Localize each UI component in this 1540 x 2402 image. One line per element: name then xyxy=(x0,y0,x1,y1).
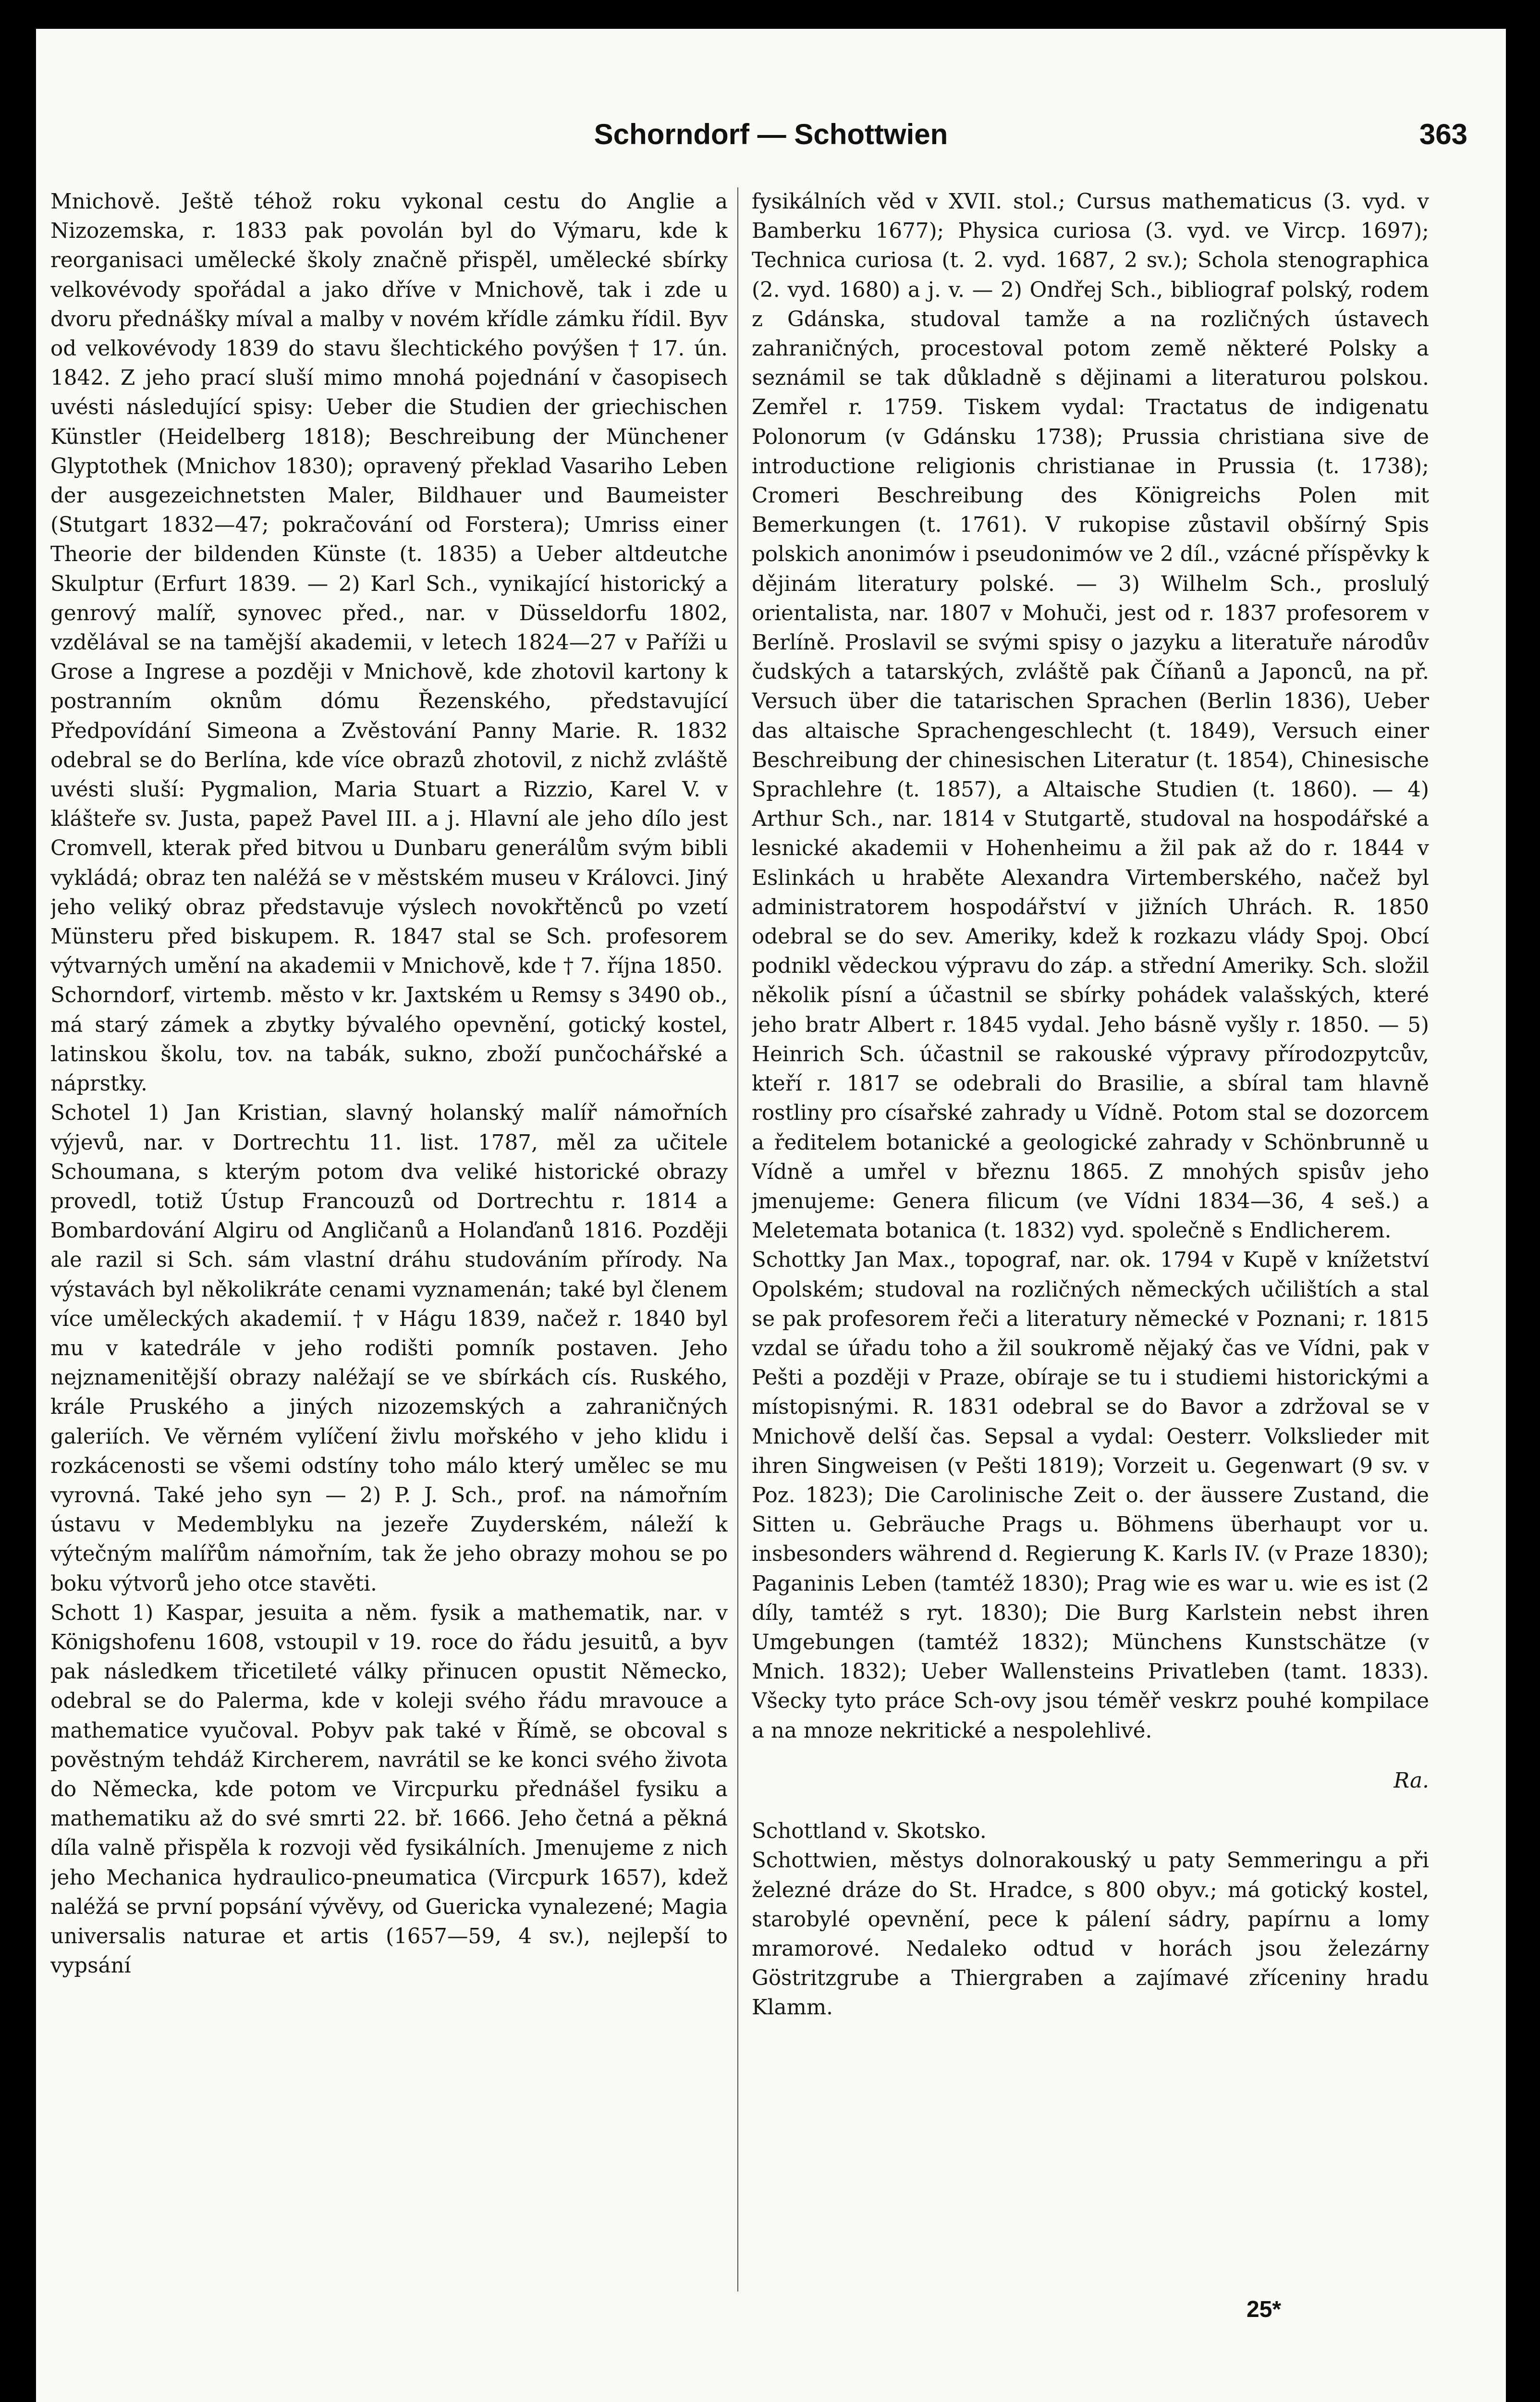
column-divider xyxy=(737,187,738,2292)
header-title: Schorndorf — Schottwien xyxy=(594,118,948,150)
paragraph: fysikálních věd v XVII. stol.; Cursus mathematicus (3. vyd. v Bamberku 1677); Physica curiosa (3. vyd. ve Vircp. 1697); Technica curiosa (t. 2. vyd. 1687, 2 sv.); Schola stenographica (2. vyd. 1680) a j. v. — 2) Ondřej Sch., bibliograf polský, rodem z Gdánska, studoval tamže a na rozličných ústavech zahraničných, procestoval potom země některé Polsky a seznámil se tak důkladně s dějinami a literaturou polskou. Zemřel r. 1759. Tiskem vydal: Tractatus de indigenatu Polonorum (v Gdánsku 1738); Prussia christiana sive de introductione religionis christianae in Prussia (t. 1738); Cromeri Beschreibung des Königreichs Polen mit Bemerkungen (t. 1761). V rukopise zůstavil obšírný Spis polskich anonimów i pseudonimów ve 2 díl., vzácné příspěvky k dějinám literatury polské. — 3) Wilhelm Sch., proslulý orientalista, nar. 1807 v Mohuči, jest od r. 1837 profesorem v Berlíně. Proslavil se svými spisy o jazyku a literatuře národův čudských a tatarských, zvláště pak Číňanů a Japonců, na př. Versuch über die tatarischen Sprachen (Berlin 1836), Ueber das altaische Sprachengeschlecht (t. 1849), Versuch einer Beschreibung der chinesischen Literatur (t. 1854), Chinesische Sprachlehre (t. 1857), a Altaische Studien (t. 1860). — 4) Arthur Sch., nar. 1814 v Stutgartě, studoval na hospodářské a lesnické akademii v Hohenheimu a žil pak až do r. 1844 v Eslinkách u hraběte Alexandra Virtemberského, načež byl administratorem hospodářství v jižních Uhrách. R. 1850 odebral se do sev. Ameriky, kdež k rozkazu vlády Spoj. Obcí podnikl vědeckou výpravu do záp. a střední Ameriky. Sch. složil několik písní a účastnil se sbírky pohádek valašských, které jeho bratr Albert r. 1845 vydal. Jeho básně vyšly r. 1850. — 5) Heinrich Sch. účastnil se rakouské výpravy přírodozpytcův, kteří r. 1817 se odebrali do Brasilie, a sbíral tam hlavně rostliny pro císařské zahrady u Vídně. Potom stal se dozorcem a ředitelem botanické a geologické zahrady v Schönbrunně u Vídně a umřel v březnu 1865. Z mnohých spisův jeho jmenujeme: Genera filicum (ve Vídni 1834—36, 4 seš.) a Meletemata botanica (t. 1832) vyd. společně s Endlicherem. xyxy=(752,190,1429,1243)
left-column xyxy=(50,187,728,2378)
author-signature: Ra. xyxy=(1393,1769,1429,1793)
document-page xyxy=(36,29,1506,2402)
paragraph: Schott 1) Kaspar, jesuita a něm. fysik a mathematik, nar. v Königshofenu 1608, vstoupil v 19. roce do řádu jesuitů, a byv pak následkem třicetileté války přinucen opustit Německo, odebral se do Palerma, kde v koleji svého řádu mravouce a mathematice vyučoval. Pobyv pak také v Římě, se obcoval s pověstným tehdáž Kircherem, navrátil se ke konci svého života do Německa, kde potom ve Vircpurku přednášel fysiku a mathematiku až do své smrti 22. bř. 1666. Jeho četná a pěkná díla valně přispěla k rozvoji věd fysikálních. Jmenujeme z nich jeho Mechanica hydraulico-pneumatica (Vircpurk 1657), kdež naléžá se první popsání vývěvy, od Guericka vynalezené; Magia universalis naturae et artis (1657—59, 4 sv.), nejlepší to vypsání xyxy=(50,1601,728,1978)
paragraph: Schottky Jan Max., topograf, nar. ok. 1794 v Kupě v knížetství Opolském; studoval na rozličných německých učilištích a stal se pak profesorem řeči a literatury německé v Poznani; r. 1815 vzdal se úřadu toho a žil soukromě nějaký čas ve Vídni, pak v Pešti a později v Praze, obíraje se tu i studiemi historickými a místopisnými. R. 1831 odebral se do Bavor a zdržoval se v Mnichově delší čas. Sepsal a vydal: Oesterr. Volkslieder mit ihren Singweisen (v Pešti 1819); Vorzeit u. Gegenwart (9 sv. v Poz. 1823); Die Carolinische Zeit o. der äussere Zustand, die Sitten u. Gebräuche Prags u. Böhmens überhaupt vor u. insbesonders während d. Regierung K. Karls IV. (v Praze 1830); Paganinis Leben (tamtéž 1830); Prag wie es war u. wie es ist (2 díly, tamtéž s ryt. 1830); Die Burg Karlstein nebst ihren Umgebungen (tamtéž 1832); Münchens Kunstschätze (v Mnich. 1832); Ueber Wallensteins Privatleben (tamt. 1833). Všecky tyto práce Sch-ovy jsou téměř veskrz pouhé kompilace a na mnoze nekritické a nespolehlivé. xyxy=(752,1248,1429,1743)
signature-mark: 25* xyxy=(1247,2297,1282,2322)
right-column xyxy=(752,187,1429,2378)
page-number: 363 xyxy=(1419,118,1467,150)
paragraph: Schottland v. Skotsko. xyxy=(752,1819,987,1844)
paragraph: Schotel 1) Jan Kristian, slavný holanský malíř námořních výjevů, nar. v Dortrechtu 11. list. 1787, měl za učitele Schoumana, s kterým potom dva veliké historické obrazy provedl, totiž Ústup Francouzů od Dortrechtu r. 1814 a Bombardování Algiru od Angličanů a Holanďanů 1816. Později ale razil si Sch. sám vlastní dráhu studováním přírody. Na výstavách byl několikráte cenami vyznamenán; také byl členem více uměleckých akademií. † v Hágu 1839, načež r. 1840 byl mu v katedrále v jeho rodišti pomník postaven. Jeho nejznamenitější obrazy naléžají se ve sbírkách cís. Ruského, krále Pruského a jiných nizozemských a zahraničných galeriích. Ve věrném vylíčení živlu mořského v jeho klidu i rozkácenosti se všemi odstíny toho málo který umělec se mu vyrovná. Také jeho syn — 2) P. J. Sch., prof. na námořním ústavu v Medemblyku na jezeře Zuyderském, náleží k výtečným malířům námořním, tak že jeho obrazy mohou se po boku výtvorů jeho otce stavěti. xyxy=(50,1101,728,1596)
paragraph: Mnichově. Ještě téhož roku vykonal cestu do Anglie a Nizozemska, r. 1833 pak povolán byl do Výmaru, kde k reorganisaci umělecké školy značně přispěl, umělecké sbírky velkovévody spořádal a jako dříve v Mnichově, tak i zde u dvoru přednášky míval a malby v novém křídle zámku řídil. Byv od velkovévody 1839 do stavu šlechtického povýšen † 17. ún. 1842. Z jeho prací sluší mimo mnohá pojednání v časopisech uvésti následující spisy: Ueber die Studien der griechischen Künstler (Heidelberg 1818); Beschreibung der Münchener Glyptothek (Mnichov 1830); opravený překlad Vasariho Leben der ausgezeichnetsten Maler, Bildhauer und Baumeister (Stutgart 1832—47; pokračování od Forstera); Umriss einer Theorie der bildenden Künste (t. 1835) a Ueber altdeutche Skulptur (Erfurt 1839. — 2) Karl Sch., vynikající historický a genrový malíř, synovec před., nar. v Düsseldorfu 1802, vzdělával se na tamější akademii, v letech 1824—27 v Paříži u Grose a Ingrese a později v Mnichově, kde zhotovil kartony k postranním oknům dómu Řezenského, představující Předpovídání Simeona a Zvěstování Panny Marie. R. 1832 odebral se do Berlína, kde více obrazů zhotovil, z nichž zvláště uvésti sluší: Pygmalion, Maria Stuart a Rizzio, Karel V. v klášteře sv. Justa, papež Pavel III. a j. Hlavní ale jeho dílo jest Cromvell, kterak před bitvou u Dunbaru generálům svým bibli vykládá; obraz ten naléžá se v městském museu v Královci. Jiný jeho veliký obraz představuje výslech novokřtěnců po vzetí Münsteru před biskupem. R. 1847 stal se Sch. profesorem výtvarných umění na akademii v Mnichově, kde † 7. října 1850. xyxy=(50,190,728,979)
running-header xyxy=(36,118,1506,166)
paragraph: Schottwien, městys dolnorakouský u paty Semmeringu a při železné dráze do St. Hradce, s 800 obyv.; má gotický kostel, starobylé opevnění, pece k pálení sádry, papírnu a lomy mramorové. Nedaleko odtud v horách jsou železárny Göstritzgrube a Thiergraben a zajímavé zříceniny hradu Klamm. xyxy=(752,1849,1429,2020)
paragraph: Schorndorf, virtemb. město v kr. Jaxtském u Remsy s 3490 ob., má starý zámek a zbytky bývalého opevnění, gotický kostel, latinskou školu, tov. na tabák, sukno, zboží punčochářské a náprstky. xyxy=(50,983,728,1096)
